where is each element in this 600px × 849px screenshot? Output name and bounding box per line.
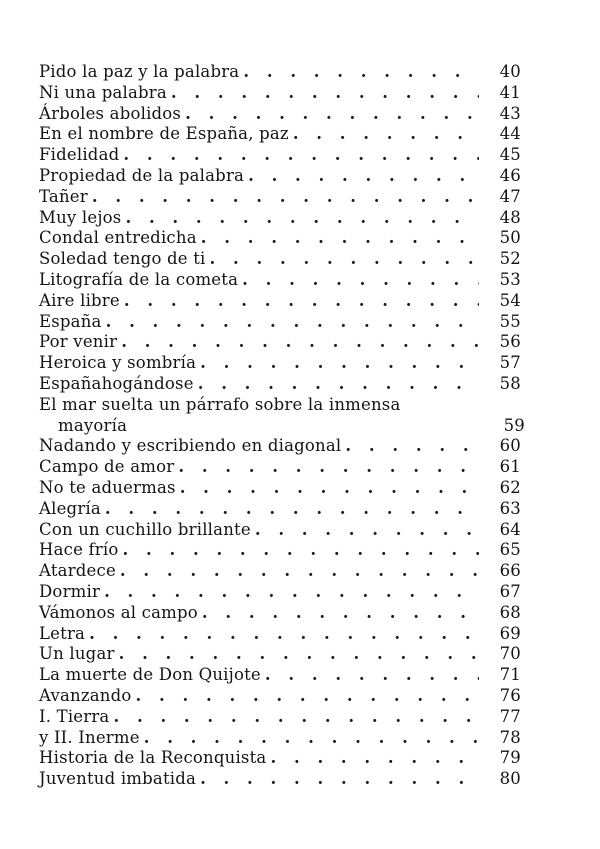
toc-entry [39, 62, 521, 83]
toc-entry-title: Un lugar [39, 644, 115, 664]
toc-entry-title-line: El mar suelta un párrafo sobre la inmensa [39, 394, 401, 414]
toc-entry-page-number: 55 [499, 311, 521, 331]
table-of-contents [39, 62, 525, 790]
toc-entry-title: En el nombre de España, paz [39, 124, 289, 144]
dot-leader [105, 499, 479, 520]
toc-entry [39, 478, 521, 499]
toc-entry-page-number: 76 [499, 685, 521, 705]
toc-entry [39, 499, 521, 520]
toc-entry [39, 124, 521, 145]
toc-entry-page-number: 80 [499, 769, 521, 789]
toc-entry-title: I. Tierra [39, 706, 110, 726]
dot-leader [106, 312, 479, 333]
toc-entry-title: Tañer [39, 186, 88, 206]
toc-entry-title: Campo de amor [39, 457, 175, 477]
toc-entry [39, 187, 521, 208]
toc-entry [39, 769, 521, 790]
toc-entry-page-number: 77 [499, 706, 521, 726]
dot-leader [113, 707, 479, 728]
dot-leader [200, 353, 479, 374]
toc-entry-page-number: 58 [499, 373, 521, 393]
toc-entry [39, 728, 521, 749]
dot-leader [123, 145, 479, 166]
toc-entry-title: Dormir [39, 581, 101, 601]
toc-entry-title: Soledad tengo de ti [39, 249, 206, 269]
dot-leader [198, 374, 479, 395]
toc-entry-page-number: 43 [499, 103, 521, 123]
toc-entry [39, 603, 521, 624]
toc-entry [39, 145, 521, 166]
dot-leader [124, 291, 479, 312]
toc-entry-page-number: 57 [499, 353, 521, 373]
toc-entry-page-number: 48 [499, 207, 521, 227]
dot-leader [242, 270, 479, 291]
toc-entry-page-number: 71 [499, 665, 521, 685]
dot-leader [125, 208, 479, 229]
toc-entry-title: Por venir [39, 332, 118, 352]
toc-entry-page-number: 47 [499, 186, 521, 206]
dot-leader [345, 436, 479, 457]
toc-entry [39, 624, 521, 645]
dot-leader [293, 124, 479, 145]
toc-entry-page-number: 64 [499, 519, 521, 539]
dot-leader [202, 603, 479, 624]
toc-entry-title-continuation: mayoría [58, 415, 128, 435]
toc-entry-title: Juventud imbatida [39, 769, 197, 789]
toc-entry [39, 582, 521, 603]
dot-leader [178, 457, 479, 478]
dot-leader [144, 728, 479, 749]
toc-entry [39, 561, 521, 582]
toc-entry-title: Avanzando [39, 685, 132, 705]
toc-entry-title: y II. Inerme [39, 727, 140, 747]
toc-entry-page-number: 79 [499, 748, 521, 768]
toc-entry-page-number: 54 [499, 290, 521, 310]
toc-entry-page-number: 59 [503, 415, 525, 435]
dot-leader [200, 769, 479, 790]
toc-entry [39, 228, 521, 249]
toc-entry [39, 353, 521, 374]
dot-leader [185, 104, 479, 125]
toc-entry-title: No te aduermas [39, 477, 176, 497]
toc-entry-page-number: 50 [499, 228, 521, 248]
toc-entry-page-number: 69 [499, 623, 521, 643]
toc-entry [39, 374, 521, 395]
dot-leader [92, 187, 479, 208]
toc-entry [39, 291, 521, 312]
toc-entry-page-number: 52 [499, 249, 521, 269]
toc-entry-title [39, 395, 479, 437]
toc-entry [39, 104, 521, 125]
toc-entry-page-number: 66 [499, 561, 521, 581]
toc-entry [39, 249, 521, 270]
toc-entry [39, 540, 521, 561]
toc-entry-title: Con un cuchillo brillante [39, 519, 251, 539]
toc-entry [39, 748, 521, 769]
toc-entry-title: Vámonos al campo [39, 602, 198, 622]
toc-entry [39, 208, 521, 229]
dot-leader [171, 83, 479, 104]
toc-entry-page-number: 46 [499, 165, 521, 185]
toc-entry-title: La muerte de Don Quijote [39, 665, 261, 685]
toc-entry [39, 166, 521, 187]
dot-leader [201, 228, 479, 249]
toc-entry-title: Alegría [39, 498, 101, 518]
dot-leader [255, 520, 479, 541]
toc-entry-page-number: 65 [499, 540, 521, 560]
dot-leader [210, 249, 479, 270]
dot-leader [136, 686, 480, 707]
toc-entry-title: Litografía de la cometa [39, 269, 239, 289]
toc-entry [39, 436, 521, 457]
toc-entry-page-number: 63 [499, 498, 521, 518]
toc-entry [39, 520, 521, 541]
toc-entry [39, 270, 521, 291]
dot-leader [243, 62, 479, 83]
toc-entry [39, 644, 521, 665]
dot-leader [120, 561, 479, 582]
toc-entry-page-number: 41 [499, 82, 521, 102]
toc-entry-page-number: 60 [499, 436, 521, 456]
toc-entry-title: Ni una palabra [39, 82, 167, 102]
toc-entry-page-number: 70 [499, 644, 521, 664]
dot-leader [119, 644, 479, 665]
toc-entry-title: Historia de la Reconquista [39, 748, 267, 768]
toc-entry-page-number: 67 [499, 581, 521, 601]
toc-entry-page-number: 78 [499, 727, 521, 747]
toc-entry-page-number: 61 [499, 457, 521, 477]
toc-entry-page-number: 62 [499, 477, 521, 497]
toc-entry-title: Propiedad de la palabra [39, 165, 245, 185]
dot-leader [265, 665, 479, 686]
toc-entry-title: Aire libre [39, 290, 120, 310]
toc-entry-title: Atardece [39, 561, 116, 581]
toc-entry-title: Muy lejos [39, 207, 122, 227]
toc-entry [39, 707, 521, 728]
toc-entry [39, 312, 521, 333]
dot-leader [121, 332, 479, 353]
toc-entry [39, 332, 521, 353]
toc-entry [39, 83, 521, 104]
toc-entry-page-number: 44 [499, 124, 521, 144]
toc-entry-page-number: 56 [499, 332, 521, 352]
dot-leader [270, 748, 479, 769]
toc-entry-title: Pido la paz y la palabra [39, 62, 240, 81]
toc-entry-title: Heroica y sombría [39, 353, 197, 373]
dot-leader [89, 624, 479, 645]
toc-entry-title: Fidelidad [39, 145, 120, 165]
toc-entry-page-number: 40 [499, 62, 521, 81]
toc-entry [39, 665, 521, 686]
toc-entry-title: Letra [39, 623, 86, 643]
dot-leader [122, 540, 479, 561]
toc-entry-title: Condal entredicha [39, 228, 197, 248]
toc-entry-title: Árboles abolidos [39, 103, 182, 123]
dot-leader [248, 166, 479, 187]
toc-entry-page-number: 45 [499, 145, 521, 165]
toc-entry-title: Nadando y escribiendo en diagonal [39, 436, 342, 456]
toc-entry-page-number: 53 [499, 269, 521, 289]
toc-entry-title: Españahogándose [39, 373, 194, 393]
toc-entry-title: España [39, 311, 102, 331]
toc-entry-title: Hace frío [39, 540, 119, 560]
toc-entry-page-number: 68 [499, 602, 521, 622]
toc-entry [39, 394, 525, 437]
toc-entry [39, 686, 521, 707]
toc-entry [39, 457, 521, 478]
dot-leader [180, 478, 479, 499]
dot-leader [104, 582, 479, 603]
